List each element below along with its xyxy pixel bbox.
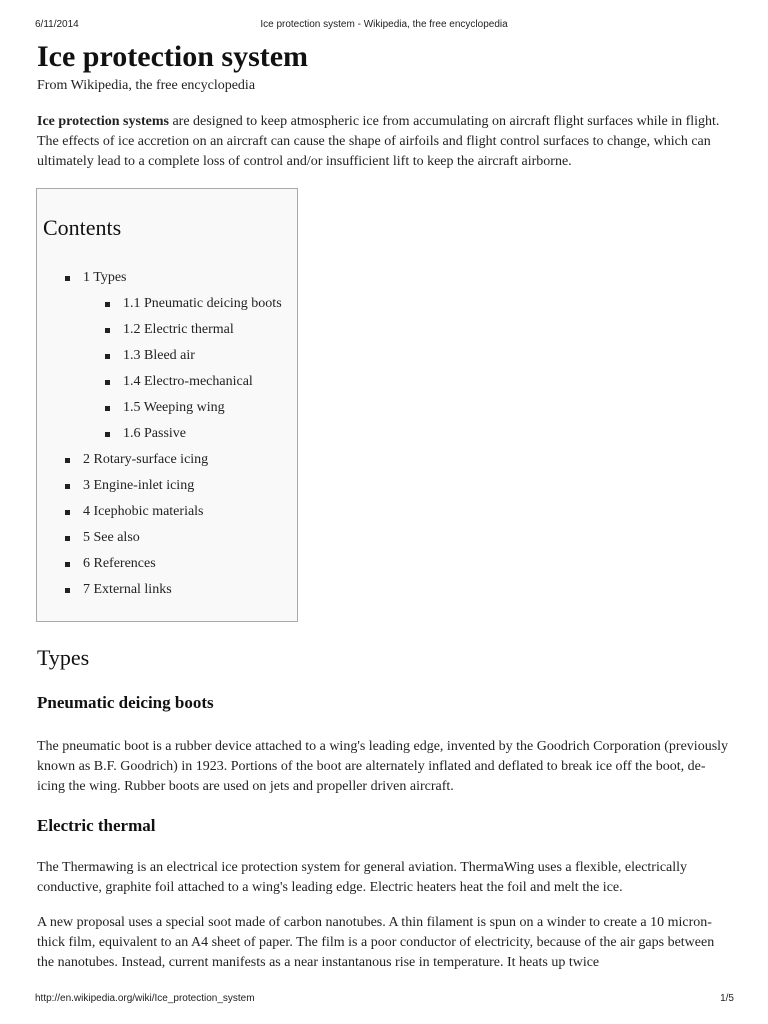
toc-item-types[interactable]: [65, 269, 126, 287]
toc-item-label[interactable]: 2 Rotary-surface icing: [83, 452, 209, 467]
toc-item-electric[interactable]: [105, 321, 234, 339]
page-number: 1/5: [720, 993, 734, 1004]
toc-item-label[interactable]: 1.3 Bleed air: [123, 348, 195, 363]
toc-item-see-also[interactable]: [65, 529, 140, 547]
section-heading-types: Types: [37, 645, 90, 670]
bullet-icon: [105, 380, 110, 385]
intro-paragraph: [37, 112, 732, 172]
bullet-icon: [105, 328, 110, 333]
bullet-icon: [105, 302, 110, 307]
bullet-icon: [105, 354, 110, 359]
bullet-icon: [65, 458, 70, 463]
page-title: Ice protection system: [37, 40, 309, 73]
print-page-title: Ice protection system - Wikipedia, the free encyclopedia: [260, 19, 508, 30]
toc-item-external-links[interactable]: [65, 581, 172, 599]
bullet-icon: [65, 484, 70, 489]
toc-item-label[interactable]: 1.5 Weeping wing: [123, 400, 225, 415]
toc-item-label[interactable]: 1.1 Pneumatic deicing boots: [123, 296, 282, 311]
bullet-icon: [65, 536, 70, 541]
toc-item-references[interactable]: [65, 555, 156, 573]
toc-heading: Contents: [43, 215, 122, 240]
electric-paragraph-1: The Thermawing is an electrical ice protection system for general aviation. ThermaWing uses a flexible, electrically conductive, graphite foil attached to a wing's leading edge. Electric heaters heat the foil and melt the ice.: [37, 860, 688, 895]
toc-item-passive[interactable]: [105, 425, 186, 443]
article-header: [37, 38, 732, 172]
toc-item-label[interactable]: 4 Icephobic materials: [83, 504, 204, 519]
toc-item-engine-inlet[interactable]: [65, 477, 194, 495]
toc-item-electro-mechanical[interactable]: [105, 373, 253, 391]
page-subtitle: From Wikipedia, the free encyclopedia: [37, 78, 256, 93]
print-date: 6/11/2014: [35, 19, 79, 30]
toc-item-label[interactable]: 3 Engine-inlet icing: [83, 478, 195, 493]
pneumatic-paragraph: The pneumatic boot is a rubber device attached to a wing's leading edge, invented by the Goodrich Corporation (previously known as B.F. Goodrich) in 1923. Portions of the boot are alternately inflated and deflated to break ice off the boot, de-icing the wing. Rubber boots are used on jets and propeller driven aircraft.: [37, 739, 729, 794]
intro-bold-term: Ice protection systems: [37, 114, 169, 129]
electric-paragraph-2: A new proposal uses a special soot made of carbon nanotubes. A thin filament is spun on a winder to create a 10 micron-thick film, equivalent to an A4 sheet of paper. The film is a poor conductor of electricity, because of the air gaps between the nanotubes. Instead, current manifests as a near instantanous rise in temperature. It heats up twice: [37, 915, 715, 970]
table-of-contents: [36, 188, 298, 622]
toc-item-label[interactable]: 5 See also: [83, 530, 140, 545]
print-url: http://en.wikipedia.org/wiki/Ice_protection_system: [35, 993, 255, 1004]
toc-item-icephobic[interactable]: [65, 503, 204, 521]
bullet-icon: [105, 406, 110, 411]
bullet-icon: [65, 510, 70, 515]
toc-item-weeping-wing[interactable]: [105, 399, 225, 417]
intro-text: are designed to keep atmospheric ice from accumulating on aircraft flight surfaces while in flight. The effects of ice accretion on an aircraft can cause the shape of airfoils and flight control surfaces to change, which can ultimately lead to a complete loss of control and/or insufficient lift to keep the aircraft airborne.: [37, 114, 720, 169]
subsection-heading-electric: Electric thermal: [37, 816, 156, 835]
toc-item-label[interactable]: 1.2 Electric thermal: [123, 322, 234, 337]
toc-item-rotary[interactable]: [65, 451, 208, 469]
toc-item-label[interactable]: 1.6 Passive: [123, 426, 186, 441]
bullet-icon: [65, 276, 70, 281]
toc-item-pneumatic[interactable]: [105, 295, 282, 313]
toc-item-label[interactable]: 7 External links: [83, 582, 172, 597]
bullet-icon: [65, 588, 70, 593]
toc-item-bleed-air[interactable]: [105, 347, 195, 365]
subsection-heading-pneumatic: Pneumatic deicing boots: [37, 693, 214, 712]
toc-item-label[interactable]: 6 References: [83, 556, 156, 571]
toc-item-label[interactable]: 1 Types: [83, 270, 127, 285]
bullet-icon: [105, 432, 110, 437]
bullet-icon: [65, 562, 70, 567]
toc-item-label[interactable]: 1.4 Electro-mechanical: [123, 374, 253, 389]
